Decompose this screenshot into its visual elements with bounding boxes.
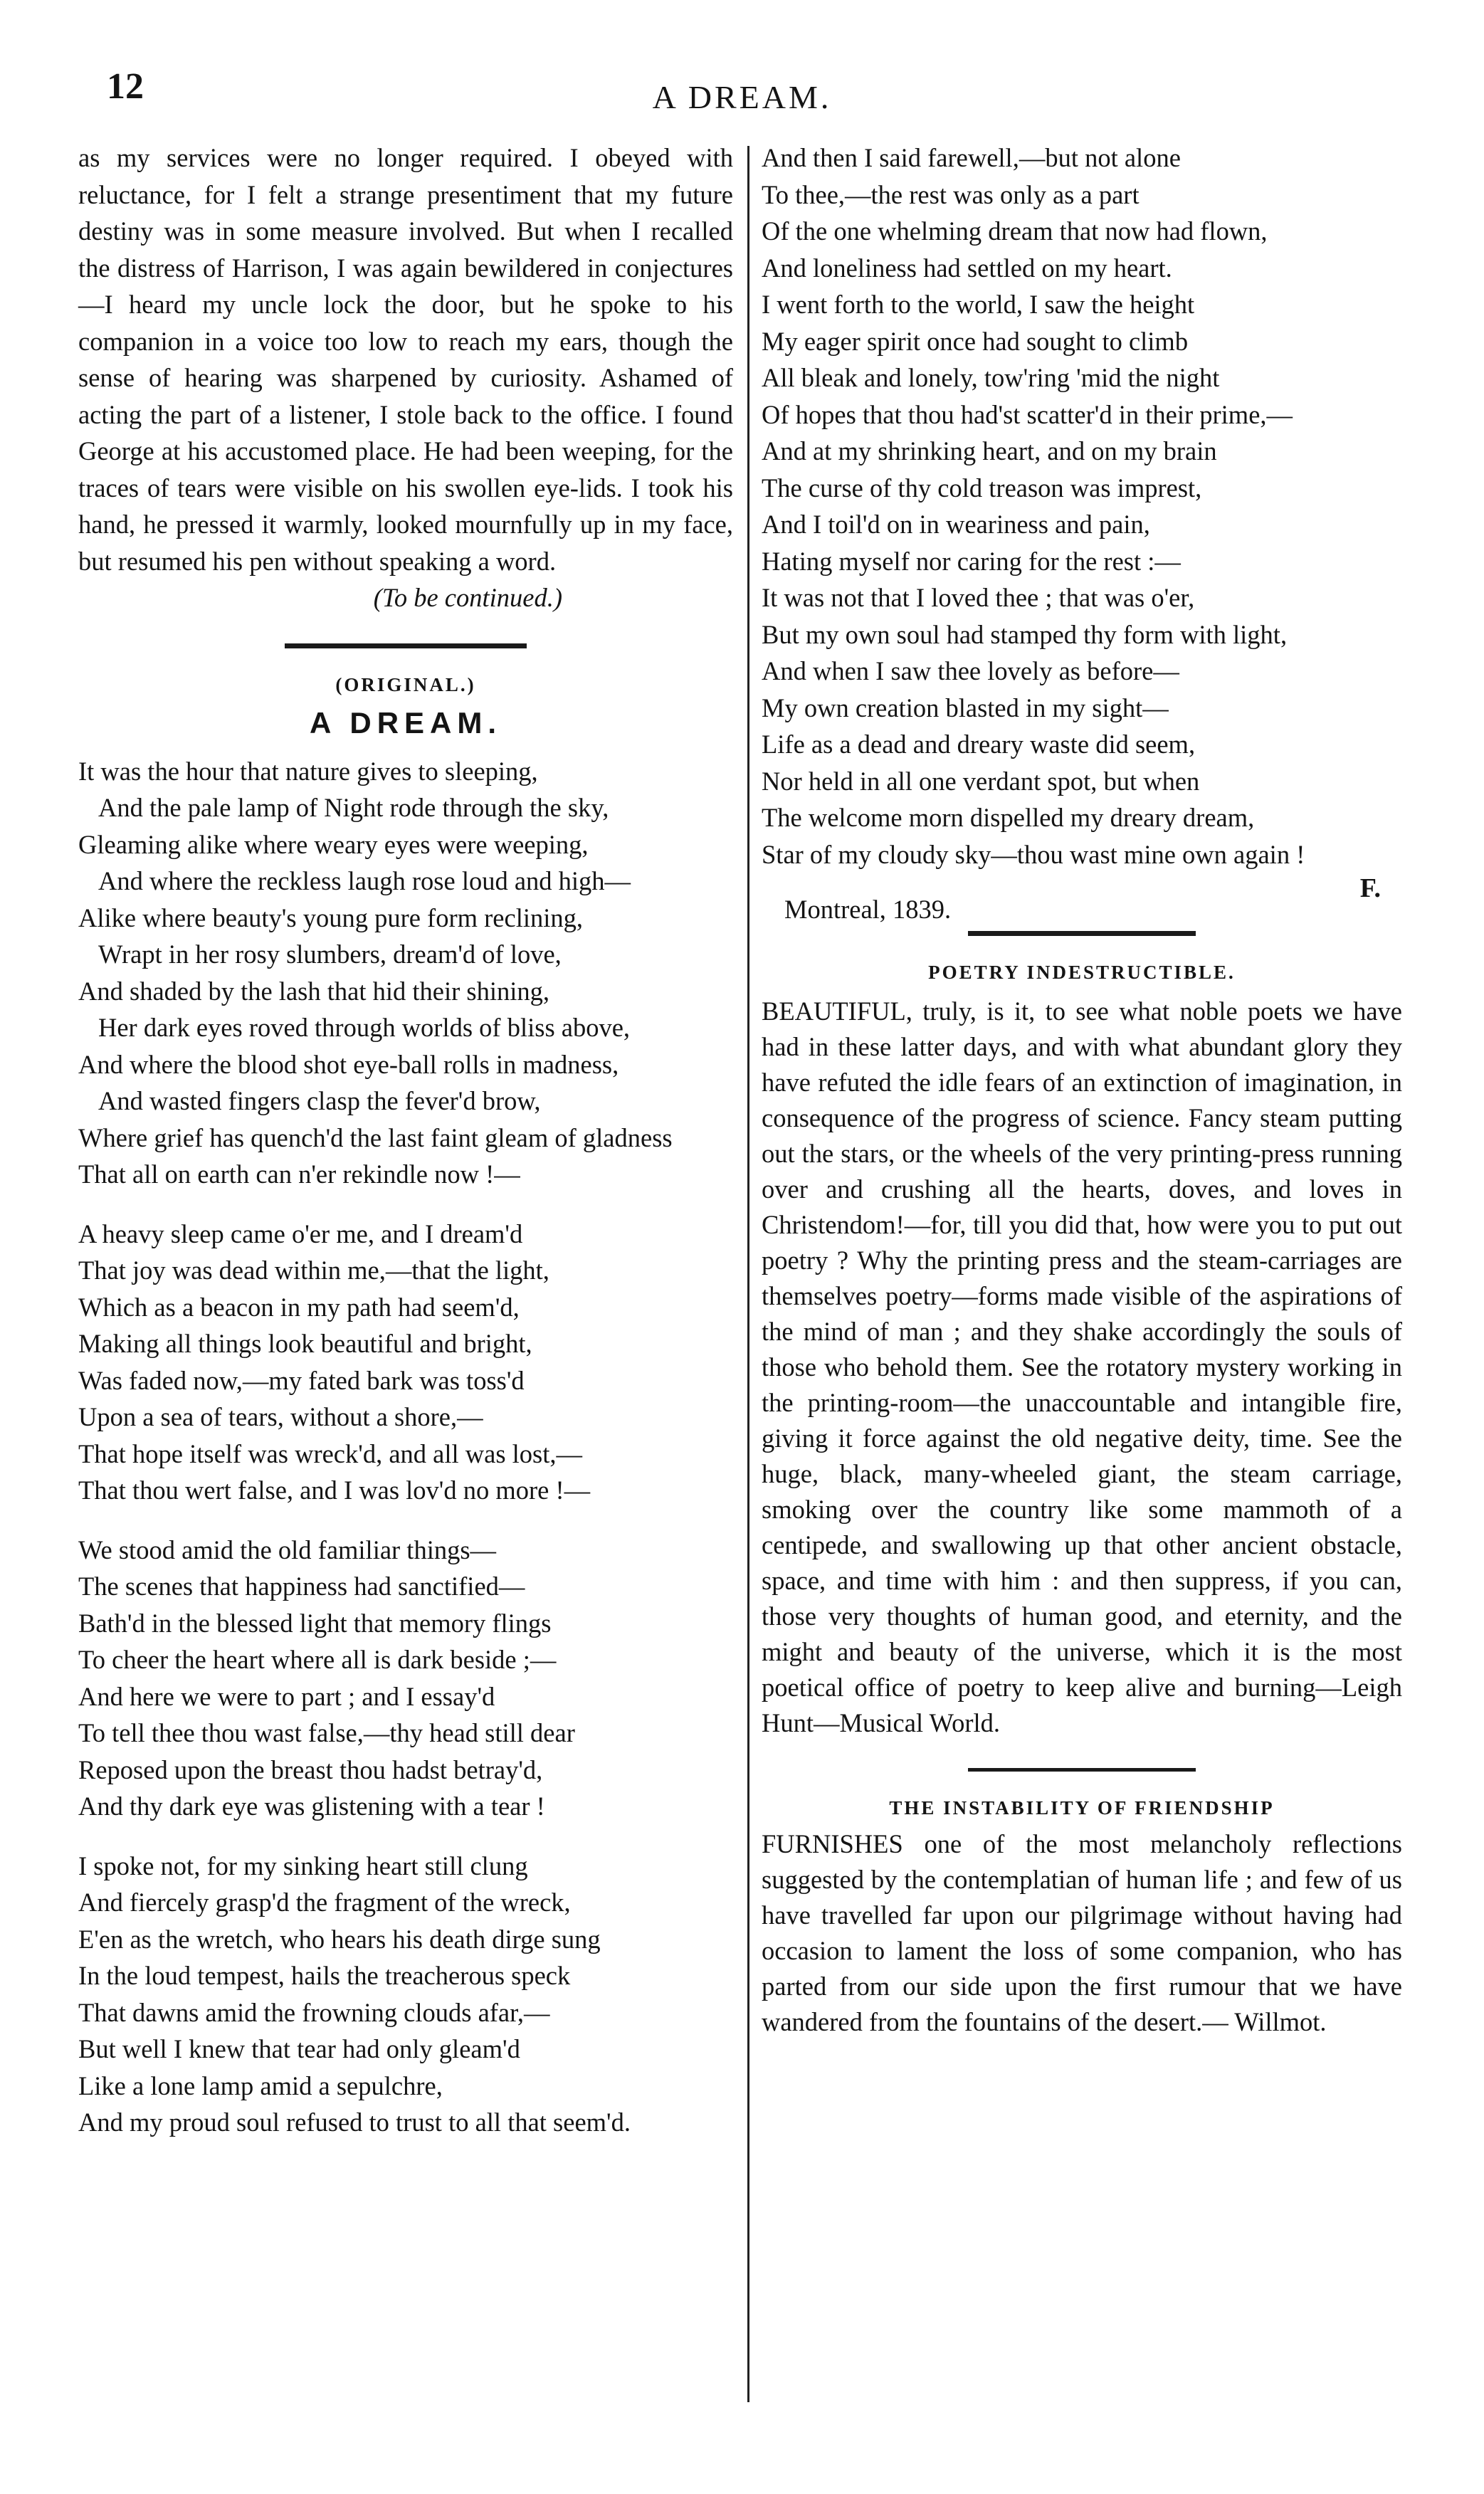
poem-line: That dawns amid the frowning clouds afar,— (78, 1997, 550, 2027)
poem-line: Of the one whelming dream that now had flown, (762, 216, 1268, 246)
poem-line: Which as a beacon in my path had seem'd, (78, 1292, 520, 1322)
poem-line: And then I said farewell,—but not alone (762, 143, 1181, 172)
poem-line: To cheer the heart where all is dark beside ;— (78, 1645, 557, 1674)
place-date: Montreal, 1839. (784, 895, 952, 924)
poem-line: Star of my cloudy sky—thou wast mine own again ! (762, 839, 1305, 869)
poem-line: Reposed upon the breast thou hadst betray'd, (78, 1754, 543, 1784)
poem-stanza-3 (78, 1532, 733, 1825)
poem-line: And where the reckless laugh rose loud and high— (98, 866, 631, 895)
poem-line: And the pale lamp of Night rode through the sky, (98, 793, 609, 822)
poem-label: (ORIGINAL.) (335, 673, 476, 695)
poem-line: And fiercely grasp'd the fragment of the wreck, (78, 1888, 571, 1917)
poem-line: The scenes that happiness had sanctified— (78, 1572, 525, 1601)
poem-line: And here we were to part ; and I essay'd (78, 1681, 495, 1711)
poem-line: Gleaming alike where weary eyes were weeping, (78, 829, 589, 859)
article-body-instability-of-friendship: FURNISHES one of the most melancholy reflections suggested by the contemplatian of human life ; and few of us have travelled far upon our pilgrimage without having had occasion to lament the loss of some companion, who has parted from our side upon the first rumour that we have wandered from the fountains of the desert.— Willmot. (762, 1829, 1402, 2036)
poem-line: My eager spirit once had sought to climb (762, 326, 1189, 356)
poem-line: And loneliness had settled on my heart. (762, 253, 1172, 283)
article-title-instability-of-friendship: THE INSTABILITY OF FRIENDSHIP (889, 1796, 1275, 1819)
poem-line: And shaded by the lash that hid their shining, (78, 976, 549, 1006)
poem-line: A heavy sleep came o'er me, and I dream'd (78, 1219, 523, 1248)
poem-stanza-1 (78, 753, 733, 1193)
to-be-continued: (To be continued.) (373, 583, 562, 612)
poem-stanza-4 (78, 1848, 733, 2141)
poem-line: Making all things look beautiful and bright, (78, 1329, 532, 1358)
left-column (78, 140, 733, 2164)
section-rule (968, 931, 1196, 936)
poem-line: Where grief has quench'd the last faint gleam of gladness (78, 1122, 673, 1152)
poem-line: Like a lone lamp amid a sepulchre, (78, 2071, 443, 2100)
signature: F. (1359, 873, 1381, 903)
poem-line: That thou wert false, and I was lov'd no more !— (78, 1475, 591, 1505)
poem-line: Alike where beauty's young pure form reclining, (78, 903, 583, 932)
poem-line: The welcome morn dispelled my dreary dream, (762, 803, 1255, 832)
poem-line: In the loud tempest, hails the treacherous speck (78, 1961, 571, 1990)
poem-line: That hope itself was wreck'd, and all was lost,— (78, 1438, 583, 1468)
poem-line: It was not that I loved thee ; that was o'er, (762, 583, 1195, 612)
right-column (762, 140, 1402, 2040)
poem-line: And thy dark eye was glistening with a tear ! (78, 1791, 545, 1821)
poem-continued (762, 140, 1402, 873)
poem-line: I spoke not, for my sinking heart still clung (78, 1851, 528, 1880)
poem-line: It was the hour that nature gives to sleeping, (78, 756, 538, 786)
poem-line: Hating myself nor caring for the rest :— (762, 546, 1181, 576)
poem-line: Her dark eyes roved through worlds of bliss above, (98, 1013, 631, 1042)
story-continuation: as my services were no longer required. I obeyed with reluctance, for I felt a strange presentiment that my future destiny was in some measure involved. But when I recalled the distress of Harrison, I was again bewildered in conjectures—I heard my uncle lock the door, but he spoke to his companion in a voice too low to reach my ears, though the sense of hearing was sharpened by curiosity. Ashamed of acting the part of a listener, I stole back to the office. I found George at his accustomed place. He had been weeping, for the traces of tears were visible on his swollen eye-lids. I took his hand, he pressed it warmly, looked mournfully up in my face, but resumed his pen without speaking a word. (78, 143, 733, 576)
poem-line: Of hopes that thou had'st scatter'd in their prime,— (762, 399, 1293, 429)
poem-line: And I toil'd on in weariness and pain, (762, 510, 1150, 539)
poem-line: Bath'd in the blessed light that memory flings (78, 1608, 552, 1638)
running-title: A DREAM. (652, 79, 832, 115)
poem-line: But well I knew that tear had only gleam'd (78, 2034, 520, 2063)
poem-line: Life as a dead and dreary waste did seem, (762, 730, 1196, 759)
poem-line: Upon a sea of tears, without a shore,— (78, 1402, 483, 1431)
poem-line: We stood amid the old familiar things— (78, 1535, 497, 1564)
page-number: 12 (107, 66, 144, 107)
poem-line: And when I saw thee lovely as before— (762, 656, 1179, 685)
article-body-poetry-indestructible: BEAUTIFUL, truly, is it, to see what noble poets we have had in these latter days, and with what abundant glory they have refuted the idle fears of an extinction of imagination, in consequence of the progress of science. Fancy steam putting out the stars, or the wheels of the very printing-press running over and crushing all the hearts, doves, and loves in Christendom!—for, till you did that, how were you to put out poetry ? Why the printing press and the steam-carriages are themselves poetry—forms made visible of the aspirations of the mind of man ; and they shake accordingly the souls of those who behold them. See the rotatory mystery working in the printing-room—the unaccountable and intangible fire, giving it force against the old negative deity, time. See the huge, black, many-wheeled giant, the steam carriage, smoking over the country like some mammoth of a centipede, and swallowing up that other ancient obstacle, space, and time with him : and then suppress, if you can, those very thoughts of human good, and eternity, and the might and beauty of the universe, which it is the most poetical office of poetry to keep alive and burning—Leigh Hunt—Musical World. (762, 996, 1402, 1737)
poem-line: The curse of thy cold treason was imprest, (762, 473, 1202, 503)
poem-line: And where the blood shot eye-ball rolls in madness, (78, 1049, 619, 1079)
poem-line: That all on earth can n'er rekindle now !— (78, 1159, 520, 1189)
poem-line: All bleak and lonely, tow'ring 'mid the night (762, 363, 1220, 392)
poem-line: E'en as the wretch, who hears his death dirge sung (78, 1924, 601, 1954)
poem-line: Wrapt in her rosy slumbers, dream'd of love, (98, 940, 562, 969)
poem-line: And at my shrinking heart, and on my brain (762, 436, 1217, 465)
section-rule (968, 1768, 1196, 1772)
poem-line: Was faded now,—my fated bark was toss'd (78, 1365, 525, 1395)
section-rule (285, 643, 527, 648)
poem-line: But my own soul had stamped thy form with light, (762, 619, 1288, 649)
column-divider (747, 146, 749, 2402)
poem-stanza-2 (78, 1216, 733, 1509)
poem-line: My own creation blasted in my sight— (762, 693, 1169, 722)
poem-line: And my proud soul refused to trust to all that seem'd. (78, 2108, 631, 2137)
poem-line: And wasted fingers clasp the fever'd brow, (98, 1086, 541, 1115)
poem-line: Nor held in all one verdant spot, but when (762, 766, 1200, 796)
poem-line: To tell thee thou wast false,—thy head still dear (78, 1718, 575, 1747)
poem-title: A DREAM. (309, 705, 502, 740)
poem-line: That joy was dead within me,—that the light, (78, 1256, 549, 1285)
poem-line: To thee,—the rest was only as a part (762, 179, 1140, 209)
poem-line: I went forth to the world, I saw the height (762, 290, 1195, 319)
article-title-poetry-indestructible: POETRY INDESTRUCTIBLE. (928, 961, 1236, 983)
